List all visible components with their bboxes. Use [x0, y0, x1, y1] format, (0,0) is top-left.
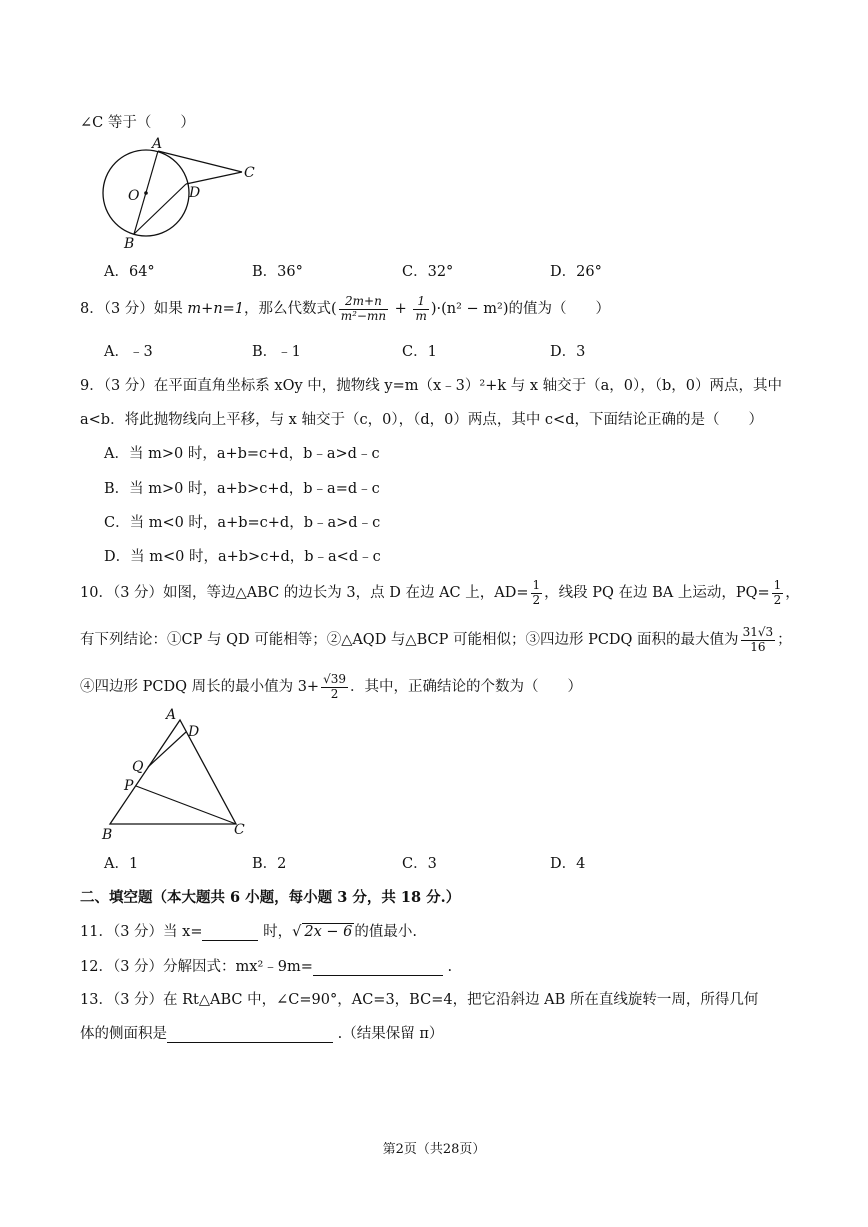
q7-line-dc [186, 172, 242, 184]
q8-f2-num: 1 [413, 295, 428, 309]
q7-stem-tail: ∠C 等于（ ） [80, 115, 195, 131]
section-2-title: 二、填空题（本大题共 6 小题，每小题 3 分，共 18 分.） [80, 889, 461, 906]
q10-perimeter-fraction [321, 673, 348, 700]
q10-choice-a[interactable]: A．1 [104, 856, 139, 872]
q9-choice-b[interactable]: B．当 m>0 时，a+b>c+d，b﹣a=d﹣c [104, 481, 380, 497]
q8-mid: ，那么代数式( [244, 301, 337, 317]
q9-line-2: a<b．将此抛物线向上平移，与 x 轴交于（c，0），（d，0）两点，其中 c<d，下面结论正确的是（ ） [80, 412, 763, 428]
q11-stem: 11．（3 分）当 x= 时，√ 2x − 6 的值最小. [80, 924, 417, 940]
q10-ad-fraction [531, 579, 543, 606]
q8-choice-b[interactable]: B．﹣1 [252, 344, 301, 360]
q10-choice-c[interactable]: C．3 [402, 856, 437, 872]
q13-answer-blank[interactable] [167, 1026, 333, 1043]
q8-choice-c[interactable]: C．1 [402, 344, 437, 360]
q13-l2-b: .（结果保留 π） [333, 1026, 444, 1042]
q8-choice-a[interactable]: A．﹣3 [104, 344, 153, 360]
q10-ad-num: 1 [532, 578, 541, 593]
q8-tail: )·(n² − m²)的值为（ ） [430, 301, 611, 317]
q7-choice-c[interactable]: C．32° [402, 264, 454, 280]
q10-triangle-abc [110, 720, 236, 824]
q8-choices [104, 340, 724, 360]
q9-choice-d[interactable]: D．当 m<0 时，a+b>c+d，b﹣a<d﹣c [104, 549, 381, 565]
q10-per-num: √39 [323, 672, 346, 687]
q7-choice-b[interactable]: B．36° [252, 264, 303, 280]
q10-triangle-figure [96, 704, 266, 844]
q9-choice-c[interactable]: C．当 m<0 时，a+b=c+d，b﹣a>d﹣c [104, 515, 381, 531]
q13-line-2 [80, 1022, 443, 1043]
q12-stem [80, 955, 452, 976]
q10-label-d: D [188, 724, 200, 740]
q10-area-fraction [741, 626, 776, 653]
q8-f1-den: m²−mn [340, 308, 387, 323]
q10-label-p: P [124, 778, 134, 794]
q8-fraction-2 [413, 295, 428, 322]
q12-answer-blank[interactable] [313, 959, 443, 976]
q7-label-a: A [152, 136, 163, 152]
q7-center-dot [144, 191, 148, 195]
q8-choice-d[interactable]: D．3 [550, 344, 586, 360]
q11-radicand: 2x − 6 [304, 924, 353, 940]
q10-pq-num: 1 [773, 578, 782, 593]
q10-choice-b[interactable]: B．2 [252, 856, 287, 872]
q10-segment-pc [136, 786, 236, 824]
q7-choices [104, 260, 724, 280]
q10-line-1 [80, 578, 800, 608]
q10-l1-b: ，线段 PQ 在边 BA 上运动，PQ= [544, 585, 770, 601]
q10-choice-d[interactable]: D．4 [550, 856, 586, 872]
q10-area-den: 16 [750, 639, 766, 654]
q8-f1-num: 2m+n [339, 295, 388, 309]
q13-l2-a: 体的侧面积是 [80, 1026, 167, 1042]
q10-pq-fraction [772, 579, 784, 606]
q10-line-3 [80, 671, 582, 703]
q12-b: . [442, 959, 453, 975]
q10-l1-a: 10．（3 分）如图，等边△ABC 的边长为 3，点 D 在边 AC 上，AD= [80, 585, 529, 601]
q10-l2-a: 有下列结论：①CP 与 QD 可能相等；②△AQD 与△BCP 可能相似；③四边形 PCDQ 面积的最大值为 [80, 632, 739, 648]
q10-l2-b: ； [777, 632, 792, 648]
q10-area-num: 31√3 [742, 625, 774, 640]
q10-l1-c: ， [785, 585, 800, 601]
q7-label-b: B [124, 236, 135, 252]
q11-b: 时， [258, 924, 293, 940]
q7-label-o: O [128, 188, 140, 204]
q10-label-b: B [102, 827, 113, 843]
q10-ad-den: 2 [532, 592, 541, 607]
q10-per-den: 2 [330, 686, 339, 701]
q7-choice-a[interactable]: A．64° [104, 264, 155, 280]
q11-answer-blank[interactable] [202, 924, 258, 941]
q10-l3-a: ④四边形 PCDQ 周长的最小值为 3+ [80, 679, 320, 695]
q8-plus: + [390, 301, 412, 317]
q10-line-2 [80, 624, 792, 656]
q10-l3-b: ．其中，正确结论的个数为（ ） [350, 679, 582, 695]
q10-label-q: Q [132, 759, 144, 775]
q13-line-1: 13．（3 分）在 Rt△ABC 中，∠C=90°，AC=3，BC=4，把它沿斜边 AB 所在直线旋转一周，所得几何 [80, 992, 759, 1008]
q8-condition: m+n=1 [187, 301, 245, 317]
q7-circle-figure [96, 134, 266, 254]
q10-choices [104, 852, 724, 872]
q7-choice-d[interactable]: D．26° [550, 264, 602, 280]
q7-line-ac [158, 151, 242, 172]
q8-prefix: 8．（3 分）如果 [80, 301, 188, 317]
q7-label-d: D [189, 185, 201, 201]
q10-label-a: A [166, 707, 177, 723]
q8-stem [80, 294, 610, 324]
page-footer: 第2页（共28页） [382, 1142, 486, 1157]
q11-c: 的值最小. [354, 924, 417, 940]
q9-line-1: 9．（3 分）在平面直角坐标系 xOy 中，抛物线 y=m（x﹣3）²+k 与 x 轴交于（a，0），（b，0）两点，其中 [80, 378, 783, 394]
q10-pq-den: 2 [773, 592, 782, 607]
q8-fraction-1 [339, 295, 388, 322]
q7-label-c: C [244, 165, 255, 181]
q12-a: 12．（3 分）分解因式：mx²﹣9m= [80, 959, 313, 975]
q8-f2-den: m [415, 308, 427, 323]
q11-a: 11．（3 分）当 x= [80, 924, 203, 940]
q10-label-c: C [234, 822, 245, 838]
q10-segment-qd [148, 732, 186, 767]
q9-choice-a[interactable]: A．当 m>0 时，a+b=c+d，b﹣a>d﹣c [104, 446, 380, 462]
